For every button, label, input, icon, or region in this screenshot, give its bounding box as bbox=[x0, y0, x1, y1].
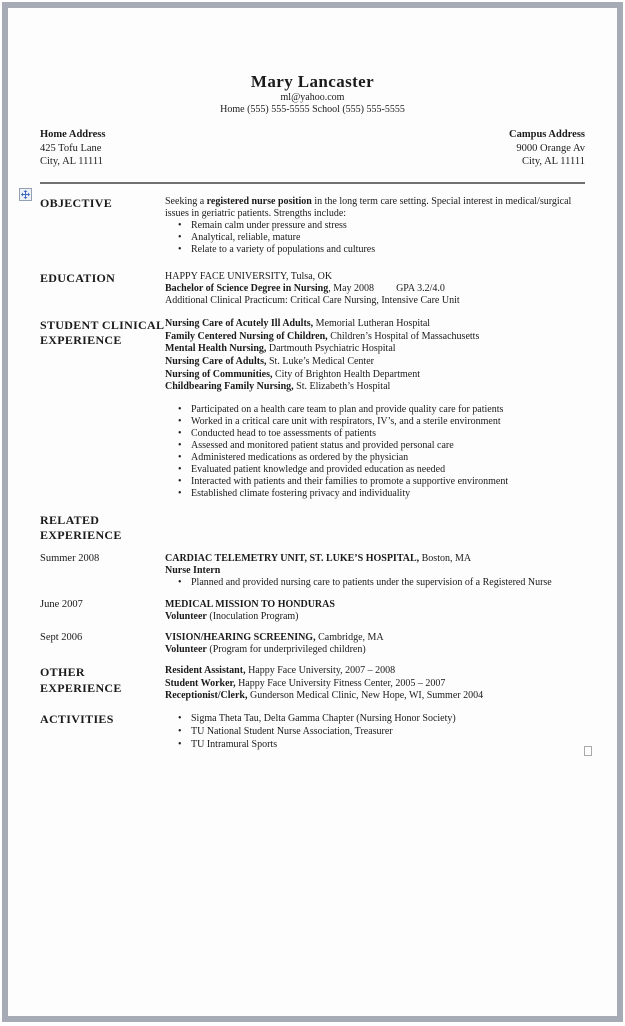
list-item bbox=[165, 244, 585, 256]
degree-date: , May 2008 bbox=[328, 283, 375, 295]
section-education bbox=[40, 271, 585, 307]
activities-heading: ACTIVITIES bbox=[40, 711, 114, 726]
entry-role-rest: (Inoculation Program) bbox=[206, 611, 299, 623]
related-entry bbox=[40, 553, 585, 589]
entry-role bbox=[165, 565, 585, 577]
course-line bbox=[165, 356, 585, 369]
entry-title bbox=[165, 632, 585, 644]
home-address-label: Home Address bbox=[40, 129, 106, 140]
resume-content bbox=[8, 8, 617, 751]
clinical-courses bbox=[165, 318, 585, 394]
entry-role bbox=[165, 644, 585, 656]
other-role: Student Worker, bbox=[165, 677, 236, 689]
list-item bbox=[165, 738, 585, 751]
bullet-text: TU National Student Nurse Association, Treasurer bbox=[191, 725, 393, 737]
campus-address-street: 9000 Orange Av bbox=[516, 142, 585, 154]
related-entry bbox=[40, 599, 585, 623]
email-address: ml@yahoo.com bbox=[280, 92, 345, 103]
entry-title bbox=[165, 599, 585, 611]
entry-role-bold: Nurse Intern bbox=[165, 564, 221, 576]
campus-address-block bbox=[509, 128, 585, 169]
clinical-bullets bbox=[165, 404, 585, 501]
list-item bbox=[165, 232, 585, 244]
other-heading: OTHER EXPERIENCE bbox=[40, 665, 122, 695]
section-objective bbox=[40, 196, 585, 256]
horizontal-divider bbox=[40, 182, 585, 184]
bullet-text: Established climate fostering privacy and individuality bbox=[191, 488, 411, 500]
list-item bbox=[165, 452, 585, 464]
empty-glyph-box bbox=[584, 746, 592, 756]
other-line bbox=[165, 690, 585, 702]
bullet-text: Analytical, reliable, mature bbox=[191, 231, 301, 243]
bullet-marker: • bbox=[178, 219, 182, 231]
bullet-marker: • bbox=[178, 415, 182, 427]
bullet-marker: • bbox=[178, 231, 182, 243]
phone-numbers: Home (555) 555-5555 School (555) 555-5555 bbox=[220, 104, 405, 115]
entry-title bbox=[165, 553, 585, 565]
other-role: Resident Assistant, bbox=[165, 665, 246, 677]
list-item bbox=[165, 725, 585, 738]
entry-role-rest: (Program for underprivileged children) bbox=[206, 644, 366, 656]
related-entry bbox=[40, 632, 585, 656]
entry-title-bold: CARDIAC TELEMETRY UNIT, ST. LUKE’S HOSPITAL, bbox=[165, 552, 420, 564]
list-item bbox=[165, 404, 585, 416]
move-cross-icon bbox=[21, 190, 30, 199]
list-item bbox=[165, 464, 585, 476]
bullet-text: TU Intramural Sports bbox=[191, 739, 278, 751]
course-name: Mental Health Nursing, bbox=[165, 343, 267, 355]
course-site: Memorial Lutheran Hospital bbox=[313, 318, 431, 330]
list-item bbox=[165, 416, 585, 428]
bullet-text: Relate to a variety of populations and cultures bbox=[191, 243, 376, 255]
section-clinical-experience bbox=[40, 318, 585, 500]
bullet-marker: • bbox=[178, 440, 182, 452]
bullet-text: Worked in a critical care unit with respirators, IV’s, and a sterile environment bbox=[191, 415, 501, 427]
objective-lead-pre: Seeking a bbox=[165, 195, 207, 207]
section-related-experience bbox=[40, 513, 585, 543]
home-address-street: 425 Tofu Lane bbox=[40, 142, 102, 154]
entry-title-bold: VISION/HEARING SCREENING, bbox=[165, 632, 316, 644]
course-name: Childbearing Family Nursing, bbox=[165, 381, 294, 393]
activities-bullets bbox=[165, 712, 585, 752]
bullet-marker: • bbox=[178, 243, 182, 255]
bullet-text: Conducted head to toe assessments of patients bbox=[191, 428, 376, 439]
entry-date: Sept 2006 bbox=[40, 632, 83, 644]
course-line bbox=[165, 381, 585, 394]
objective-lead-bold: registered nurse position bbox=[206, 195, 312, 207]
bullet-marker: • bbox=[178, 428, 182, 439]
course-line bbox=[165, 369, 585, 382]
course-name: Nursing Care of Acutely Ill Adults, bbox=[165, 318, 314, 330]
entry-title-location: Boston, MA bbox=[419, 552, 472, 564]
objective-bullets bbox=[165, 220, 585, 256]
bullet-marker: • bbox=[178, 725, 182, 737]
bullet-marker: • bbox=[178, 403, 182, 415]
entry-title-bold: MEDICAL MISSION TO HONDURAS bbox=[165, 599, 335, 611]
section-other-experience bbox=[40, 665, 585, 701]
education-practicum: Additional Clinical Practicum: Critical Care Nursing, Intensive Care Unit bbox=[165, 295, 460, 307]
course-site: Dartmouth Psychiatric Hospital bbox=[266, 343, 396, 355]
list-item bbox=[165, 440, 585, 452]
bullet-text: Assessed and monitored patient status and provided personal care bbox=[191, 440, 454, 452]
gpa-value: GPA 3.2/4.0 bbox=[396, 283, 445, 295]
entry-date: Summer 2008 bbox=[40, 552, 100, 564]
bullet-marker: • bbox=[178, 739, 182, 751]
related-heading: RELATED EXPERIENCE bbox=[40, 512, 122, 542]
course-site: Children’s Hospital of Massachusetts bbox=[327, 330, 480, 342]
bullet-text: Participated on a health care team to plan and provide quality care for patients bbox=[191, 403, 504, 415]
home-address-city: City, AL 11111 bbox=[40, 156, 103, 167]
education-degree bbox=[165, 283, 585, 295]
section-activities bbox=[40, 712, 585, 752]
other-line bbox=[165, 665, 585, 677]
bullet-text: Evaluated patient knowledge and provided education as needed bbox=[191, 464, 446, 476]
course-site: St. Elizabeth’s Hospital bbox=[293, 381, 391, 393]
bullet-marker: • bbox=[178, 576, 182, 588]
entry-role-bold: Volunteer bbox=[165, 644, 207, 656]
education-heading: EDUCATION bbox=[40, 270, 116, 285]
objective-lead-post: in the long term care setting. Special interest in medical/surgical issues in geriatric patients. Strengths include: bbox=[165, 195, 572, 219]
bullet-marker: • bbox=[178, 712, 182, 724]
campus-address-city: City, AL 11111 bbox=[522, 156, 585, 167]
education-school: HAPPY FACE UNIVERSITY, Tulsa, OK bbox=[165, 270, 333, 282]
course-name: Nursing of Communities, bbox=[165, 368, 273, 380]
course-site: City of Brighton Health Department bbox=[272, 368, 420, 380]
degree-name: Bachelor of Science Degree in Nursing bbox=[165, 283, 329, 295]
list-item bbox=[165, 476, 585, 488]
bullet-marker: • bbox=[178, 464, 182, 476]
list-item bbox=[165, 428, 585, 440]
addresses-row bbox=[40, 128, 585, 169]
bullet-text: Interacted with patients and their families to promote a supportive environment bbox=[191, 476, 509, 488]
bullet-text: Remain calm under pressure and stress bbox=[191, 219, 347, 231]
other-role: Receptionist/Clerk, bbox=[165, 689, 248, 701]
other-detail: Happy Face University, 2007 – 2008 bbox=[245, 665, 396, 677]
other-detail: Gunderson Medical Clinic, New Hope, WI, Summer 2004 bbox=[247, 689, 484, 701]
other-line bbox=[165, 678, 585, 690]
course-line bbox=[165, 331, 585, 344]
bullet-marker: • bbox=[178, 476, 182, 488]
objective-heading: OBJECTIVE bbox=[40, 195, 113, 210]
course-name: Family Centered Nursing of Children, bbox=[165, 330, 328, 342]
clinical-heading: STUDENT CLINICAL EXPERIENCE bbox=[40, 318, 164, 348]
home-address-block bbox=[40, 128, 105, 169]
objective-lead bbox=[165, 196, 585, 220]
bullet-marker: • bbox=[178, 452, 182, 464]
resume-page bbox=[2, 2, 623, 1022]
course-line bbox=[165, 343, 585, 356]
list-item bbox=[165, 220, 585, 232]
list-item bbox=[165, 577, 585, 589]
bullet-marker: • bbox=[178, 488, 182, 500]
list-item bbox=[165, 712, 585, 725]
entry-role bbox=[165, 611, 585, 623]
entry-bullets bbox=[165, 577, 585, 589]
entry-title-location: Cambridge, MA bbox=[315, 632, 384, 644]
bullet-text: Sigma Theta Tau, Delta Gamma Chapter (Nursing Honor Society) bbox=[191, 712, 456, 724]
course-name: Nursing Care of Adults, bbox=[165, 356, 267, 368]
entry-date: June 2007 bbox=[40, 599, 83, 611]
bullet-text: Planned and provided nursing care to patients under the supervision of a Registered Nurse bbox=[191, 576, 552, 588]
resume-header bbox=[40, 8, 585, 116]
bullet-text: Administered medications as ordered by the physician bbox=[191, 452, 409, 464]
course-site: St. Luke’s Medical Center bbox=[266, 356, 374, 368]
course-line bbox=[165, 318, 585, 331]
list-item bbox=[165, 488, 585, 500]
object-move-anchor-icon[interactable] bbox=[19, 188, 32, 201]
campus-address-label: Campus Address bbox=[509, 129, 585, 140]
other-detail: Happy Face University Fitness Center, 2005 – 2007 bbox=[235, 677, 446, 689]
person-name: Mary Lancaster bbox=[250, 72, 375, 91]
entry-role-bold: Volunteer bbox=[165, 611, 207, 623]
